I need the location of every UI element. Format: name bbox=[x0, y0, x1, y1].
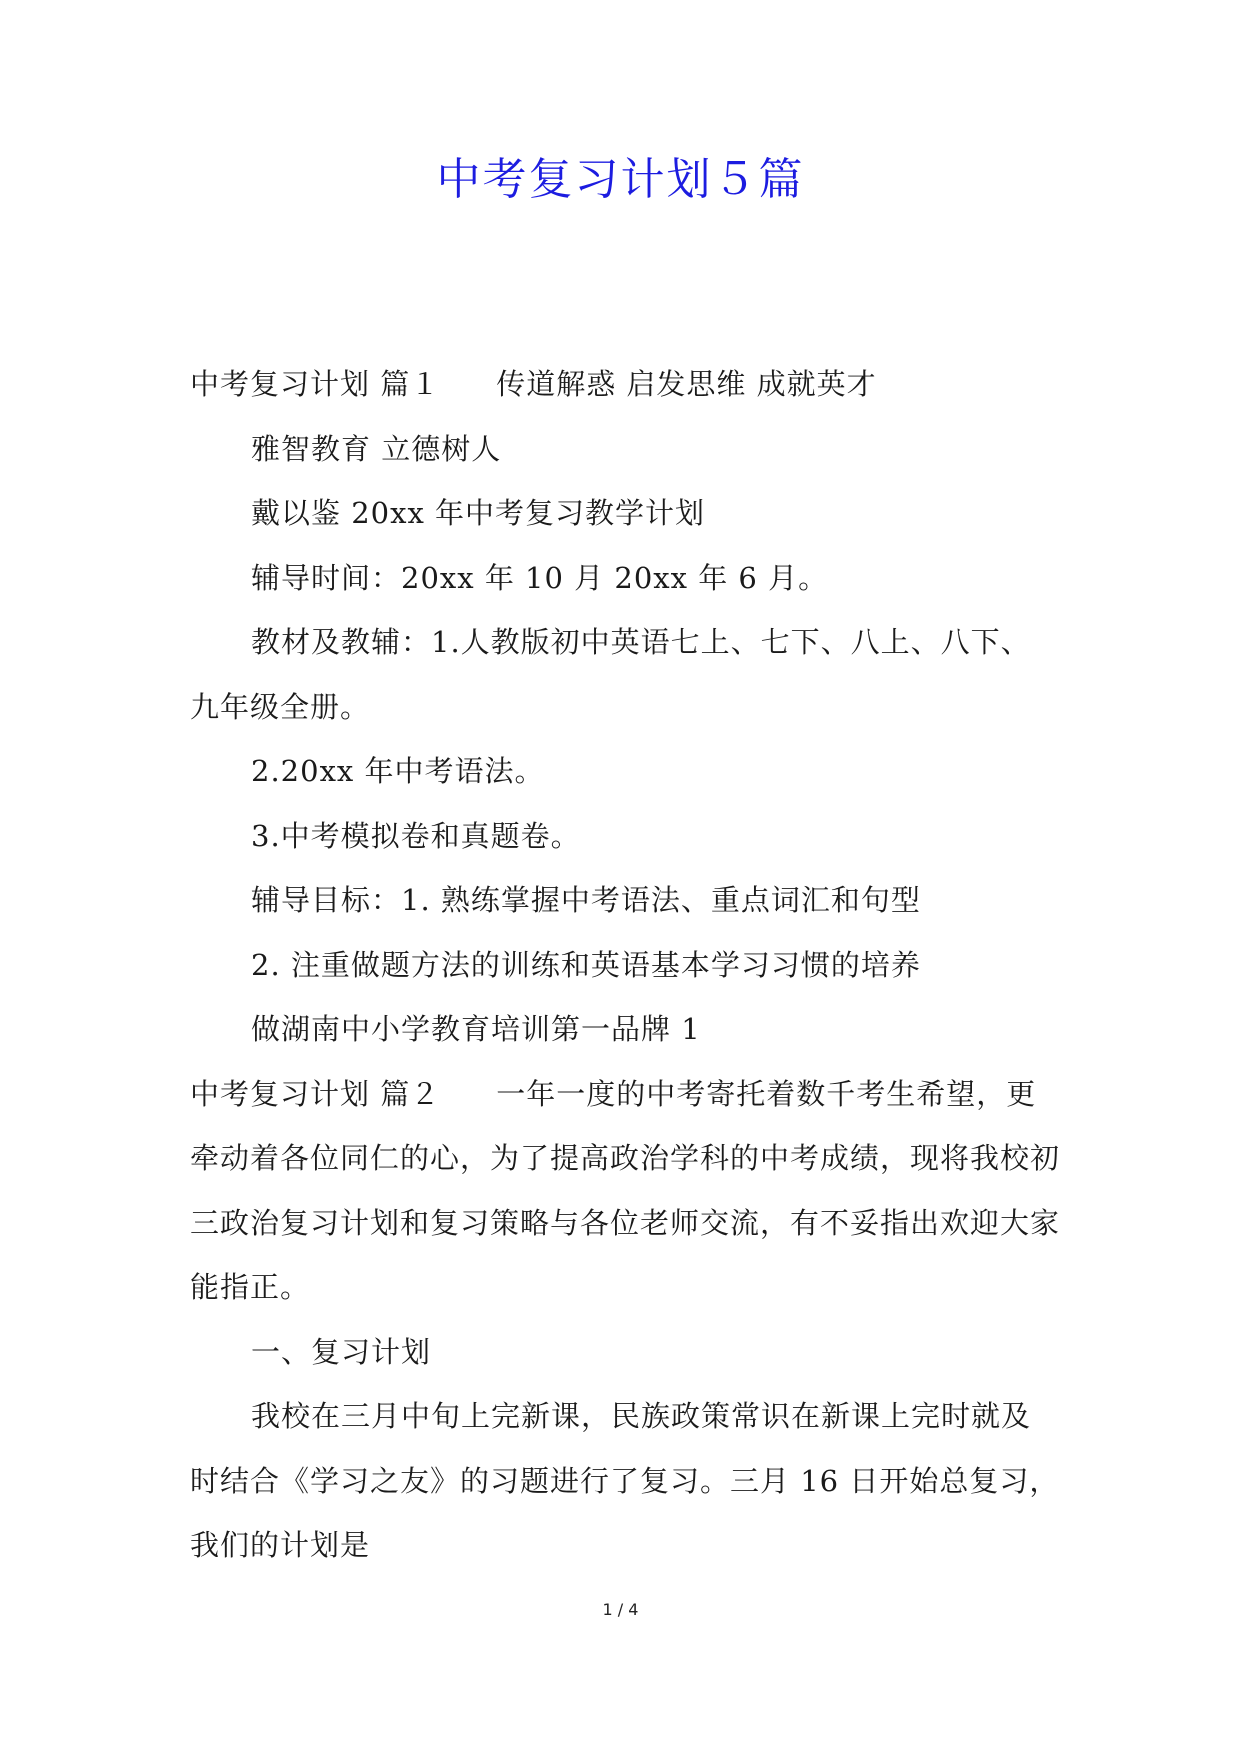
paragraph: 我校在三月中旬上完新课，民族政策常识在新课上完时就及时结合《学习之友》的习题进行了复习。三月 16 日开始总复习，我们的计划是 bbox=[190, 1399, 1060, 1562]
document-title: 中考复习计划５篇 bbox=[436, 154, 805, 205]
paragraph: 2. 注重做题方法的训练和英语基本学习习惯的培养 bbox=[251, 947, 921, 982]
paragraph: 辅导时间：20xx 年 10 月 20xx 年 6 月。 bbox=[251, 560, 829, 595]
paragraph-heading-1 bbox=[190, 352, 1060, 417]
paragraph: 辅导目标：1. 熟练掌握中考语法、重点词汇和句型 bbox=[251, 883, 921, 917]
paragraph: 2.20xx 年中考语法。 bbox=[251, 754, 545, 788]
page-number: 1 / 4 bbox=[602, 1600, 639, 1619]
section-label-2: 中考复习计划 篇２ bbox=[190, 1076, 441, 1111]
paragraph: 教材及教辅：1.人教版初中英语七上、七下、八上、八下、九年级全册。 bbox=[190, 625, 1031, 724]
paragraph: 3.中考模拟卷和真题卷。 bbox=[251, 818, 581, 853]
paragraph-text: 一年一度的中考寄托着数千考生希望，更牵动着各位同仁的心，为了提高政治学科的中考成绩，现将我校初三政治复习计划和复习策略与各位老师交流，有不妥指出欢迎大家能指正。 bbox=[190, 1076, 1061, 1304]
document-body bbox=[190, 352, 1060, 1578]
paragraph: 一、复习计划 bbox=[251, 1334, 432, 1369]
paragraph: 戴以鉴 20xx 年中考复习教学计划 bbox=[251, 496, 706, 530]
section-label-1: 中考复习计划 篇１ bbox=[190, 367, 441, 401]
paragraph-text: 传道解惑 启发思维 成就英才 bbox=[496, 367, 877, 401]
paragraph: 雅智教育 立德树人 bbox=[251, 431, 502, 466]
paragraph-heading-2 bbox=[190, 1062, 1060, 1320]
paragraph: 做湖南中小学教育培训第一品牌 1 bbox=[251, 1012, 701, 1046]
